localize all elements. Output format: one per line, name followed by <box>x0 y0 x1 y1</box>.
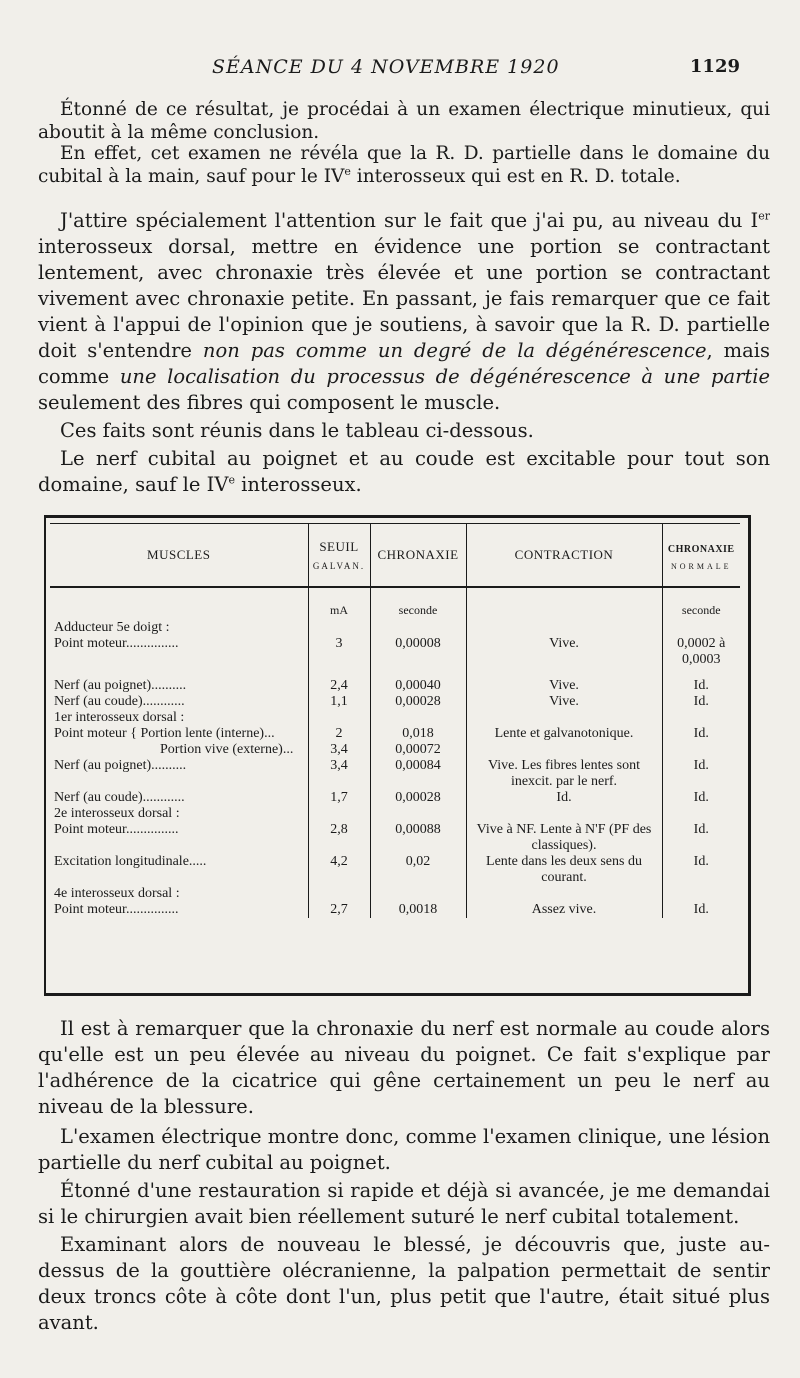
table-row: Point moteur { Portion lente (interne)... 2 0,018 Lente et galvanotonique. Id. <box>50 726 740 742</box>
paragraph-7: L'examen électrique montre donc, comme l'examen clinique, une lésion partielle du nerf cubital au poignet. <box>38 1125 770 1174</box>
results-table <box>50 523 740 918</box>
table-row: Nerf (au coude)............ 1,1 0,00028 Vive. Id. <box>50 694 740 710</box>
table-row: Nerf (au poignet).......... 2,4 0,00040 Vive. Id. <box>50 678 740 694</box>
table-row: Portion vive (externe)... 3,4 0,00072 <box>50 742 740 758</box>
table-row: 1er interosseux dorsal : <box>50 710 740 726</box>
header-seuil: SEUIL GALVAN. <box>308 524 370 588</box>
running-title: SÉANCE DU 4 NOVEMBRE 1920 <box>212 56 560 78</box>
table-row: Nerf (au poignet).......... 3,4 0,00084 Vive. Les fibres lentes sont inexcit. par le nerf. Id. <box>50 758 740 790</box>
header-contraction: CONTRACTION <box>466 524 662 588</box>
table-row: 2e interosseux dorsal : <box>50 806 740 822</box>
paragraph-6: Il est à remarquer que la chronaxie du nerf est normale au coude alors qu'elle est un peu élevée au niveau du poignet. Ce fait s'explique par l'adhérence de la cicatrice qui gêne certainement un peu le nerf au niveau de la blessure. <box>38 1017 770 1118</box>
paragraph-1: Étonné de ce résultat, je procédai à un examen électrique minutieux, qui aboutit à la même conclusion. <box>38 99 770 143</box>
paragraph-2: En effet, cet examen ne révéla que la R. D. partielle dans le domaine du cubital à la main, sauf pour le IVe interosseux qui est en R. D. totale. <box>38 143 770 187</box>
table-header-row <box>50 524 740 588</box>
table-row: Excitation longitudinale..... 4,2 0,02 Lente dans les deux sens du courant. Id. <box>50 854 740 886</box>
paragraph-5: Le nerf cubital au poignet et au coude est excitable pour tout son domaine, sauf le IVe interosseux. <box>38 447 770 496</box>
header-chronaxie-normale: CHRONAXIE NORMALE <box>662 524 740 588</box>
table-row: Adducteur 5e doigt : <box>50 620 740 636</box>
paragraph-9: Examinant alors de nouveau le blessé, je découvris que, juste au-dessus de la gouttière olécranienne, la palpation permettait de sentir deux troncs côte à côte dont l'un, plus petit que l'autre, était situé plus avant. <box>38 1233 770 1334</box>
unit-normale: seconde <box>681 603 721 617</box>
table-row: Point moteur............... 2,7 0,0018 Assez vive. Id. <box>50 902 740 918</box>
results-table-frame <box>44 515 751 996</box>
table-row: Point moteur............... 3 0,00008 Vive. 0,0002 à 0,0003 <box>50 636 740 668</box>
unit-chronaxie: seconde <box>370 587 466 620</box>
table-row: 4e interosseux dorsal : <box>50 886 740 902</box>
header-chronaxie: CHRONAXIE <box>370 524 466 588</box>
page-number: 1129 <box>689 56 740 77</box>
paragraph-3: J'attire spécialement l'attention sur le fait que j'ai pu, au niveau du Ier interosseux dorsal, mettre en évidence une portion se contractant lentement, avec chronaxie très élevée et une portion se contractant vivement avec chronaxie petite. En passant, je fais remarquer que ce fait vient à l'appui de l'opinion que je soutiens, à savoir que la R. D. partielle doit s'entendre non pas comme un degré de la dégénérescence, mais comme une localisation du processus de dégénérescence à une partie seulement des fibres qui composent le muscle. <box>38 209 771 414</box>
paragraph-8: Étonné d'une restauration si rapide et déjà si avancée, je me demandai si le chirurgien avait bien réellement suturé le nerf cubital totalement. <box>38 1179 770 1228</box>
page-header <box>0 56 800 82</box>
header-muscles: MUSCLES <box>50 524 308 588</box>
table-row: Nerf (au coude)............ 1,7 0,00028 Id. Id. <box>50 790 740 806</box>
table-row: Point moteur............... 2,8 0,00088 Vive à NF. Lente à N'F (PF des classiques). Id. <box>50 822 740 854</box>
paragraph-4: Ces faits sont réunis dans le tableau ci-dessous. <box>60 419 534 442</box>
units-row <box>50 587 740 620</box>
unit-seuil: mA <box>308 587 370 620</box>
